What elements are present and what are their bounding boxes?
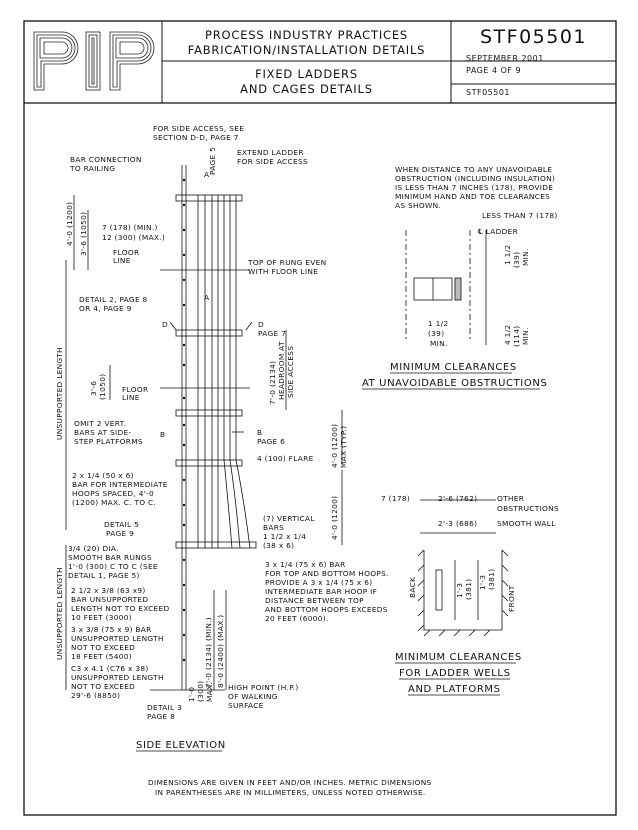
page7-label: PAGE 7 bbox=[258, 329, 287, 338]
detail3-label-2: PAGE 8 bbox=[147, 712, 176, 721]
smooth-wall-label: SMOOTH WALL bbox=[497, 519, 556, 528]
unsupported-a-4: 10 FEET (3000) bbox=[71, 613, 132, 622]
obstruction-caption-2: AT UNAVOIDABLE OBSTRUCTIONS bbox=[362, 378, 548, 389]
floor-line-label-b2: LINE bbox=[122, 393, 140, 402]
unsupported-a-3: LENGTH NOT TO EXCEED bbox=[71, 604, 170, 613]
bar-connection-label-2: TO RAILING bbox=[70, 164, 116, 173]
dim-4ft: 4'-0 (1200) bbox=[65, 201, 74, 246]
obstruction-labels bbox=[362, 165, 558, 389]
dim-300: (300) bbox=[196, 680, 205, 702]
hoop-bar-note-6: AND BOTTOM HOOPS EXCEEDS bbox=[265, 605, 388, 614]
side-elevation-title: SIDE ELEVATION bbox=[136, 740, 226, 751]
wells-dim-381: (381) bbox=[464, 578, 473, 600]
back-label: BACK bbox=[408, 576, 417, 598]
omit-bars-note: OMIT 2 VERT. bbox=[74, 419, 127, 428]
dim-max: MAX. bbox=[205, 681, 214, 702]
rungs-note-4: DETAIL 1, PAGE 5) bbox=[68, 571, 140, 580]
floor-line-label-2: LINE bbox=[113, 256, 131, 265]
high-point-label-3: SURFACE bbox=[228, 701, 264, 710]
headroom-label: HEADROOM AT bbox=[277, 341, 286, 400]
other-obstructions-label-2: OBSTRUCTIONS bbox=[497, 504, 559, 513]
obstruction-note-2: OBSTRUCTION (INCLUDING INSULATION) bbox=[395, 174, 556, 183]
unsupported-b-4: 18 FEET (5400) bbox=[71, 652, 132, 661]
hoop-bar-note-4: INTERMEDIATE BAR HOOP IF bbox=[265, 587, 378, 596]
side-access-note: FOR SIDE ACCESS, SEE bbox=[153, 124, 245, 133]
headroom-label-2: SIDE ACCESS bbox=[286, 345, 295, 398]
dim-max-12: 12 (300) (MAX.) bbox=[102, 233, 166, 242]
obs-dim-4half: 4 1/2 bbox=[503, 324, 512, 345]
obs-dim-114: (114) bbox=[512, 325, 521, 347]
flare-label: 4 (100) FLARE bbox=[257, 454, 314, 463]
footer-notes bbox=[148, 778, 432, 797]
obstruction-note-5: AS SHOWN. bbox=[395, 201, 442, 210]
hoop-bar-note-3: PROVIDE A 3 x 1/4 (75 x 6) bbox=[265, 578, 373, 587]
unsupported-b-3: NOT TO EXCEED bbox=[71, 643, 136, 652]
bar-connection-label: BAR CONNECTION bbox=[70, 155, 142, 164]
detail2-label: DETAIL 2, PAGE 8 bbox=[79, 295, 148, 304]
drawing-title bbox=[162, 67, 451, 97]
footer-note-2: IN PARENTHESES ARE IN MILLIMETERS, UNLESS NOTED OTHERWISE. bbox=[155, 788, 426, 797]
vertical-bars-note: (7) VERTICAL bbox=[263, 514, 315, 523]
unsupported-c: C3 x 4.1 (C76 x 38) bbox=[71, 664, 149, 673]
page5-vertical-label: PAGE 5 bbox=[208, 146, 217, 175]
section-a-top: A bbox=[204, 170, 210, 179]
dim-4ft-b: 4'-0 (1200) bbox=[330, 495, 339, 540]
drawing-title-line-1: FIXED LADDERS bbox=[255, 67, 358, 81]
top-rung-note-2: WITH FLOOR LINE bbox=[248, 267, 319, 276]
section-a-bottom: A bbox=[204, 293, 210, 302]
floor-line-label-b: FLOOR bbox=[122, 385, 149, 394]
side-access-note-2: SECTION D-D, PAGE 7 bbox=[153, 133, 239, 142]
rungs-note-2: SMOOTH BAR RUNGS bbox=[68, 553, 153, 562]
organization-line-1: PROCESS INDUSTRY PRACTICES bbox=[204, 28, 409, 42]
unsupported-b: 3 x 3/8 (75 x 9) BAR bbox=[71, 625, 152, 634]
hoop-bar-note-7: 20 FEET (6000). bbox=[265, 614, 329, 623]
dim-3ft6: 3'-6 (1050) bbox=[79, 211, 88, 256]
wells-labels bbox=[381, 494, 559, 695]
dim-8ft-max: 8'-0 (2400) (MAX.) bbox=[216, 614, 225, 688]
unsupported-a-2: BAR UNSUPPORTED bbox=[71, 595, 149, 604]
unsupported-c-2: UNSUPPORTED LENGTH bbox=[71, 673, 164, 682]
vertical-bars-note-4: (38 x 6) bbox=[263, 541, 295, 550]
obs-dim-1half-b: 1 1/2 bbox=[428, 319, 449, 328]
omit-bars-note-2: BARS AT SIDE- bbox=[74, 428, 132, 437]
wells-caption-2: FOR LADDER WELLS bbox=[399, 668, 511, 679]
floor-line-label: FLOOR bbox=[113, 248, 140, 257]
side-elevation-labels bbox=[55, 124, 389, 751]
obstruction-note-3: IS LESS THAN 7 INCHES (178), PROVIDE bbox=[395, 183, 554, 192]
dim-min-7: 7 (178) (MIN.) bbox=[102, 223, 158, 232]
high-point-label: HIGH POINT (H.P.) bbox=[228, 683, 299, 692]
extend-ladder-note-2: FOR SIDE ACCESS bbox=[237, 157, 308, 166]
footer-note: DIMENSIONS ARE GIVEN IN FEET AND/OR INCHES. METRIC DIMENSIONS bbox=[148, 778, 432, 787]
drawing-title-line-2: AND CAGES DETAILS bbox=[240, 82, 373, 96]
obstruction-caption: MINIMUM CLEARANCES bbox=[390, 362, 517, 373]
section-b-right: B bbox=[257, 428, 263, 437]
hoop-note: 2 x 1/4 (50 x 6) bbox=[72, 471, 134, 480]
detail3-label: DETAIL 3 bbox=[147, 703, 183, 712]
unsupported-length-upper: UNSUPPORTED LENGTH bbox=[55, 347, 64, 440]
wells-dim-7: 7 (178) bbox=[381, 494, 411, 503]
wells-dim-381-b: (381) bbox=[487, 568, 496, 590]
organization-line-2: FABRICATION/INSTALLATION DETAILS bbox=[187, 43, 426, 57]
obs-dim-min-c: MIN. bbox=[521, 327, 530, 345]
unsupported-b-2: UNSUPPORTED LENGTH bbox=[71, 634, 164, 643]
dim-1ft: 1'-0 bbox=[187, 686, 196, 702]
dim-7ft-min: 7'-0 (2134) (MIN.) bbox=[204, 617, 213, 688]
wells-dim-1-3: 1'-3 bbox=[455, 582, 464, 598]
less-than-label: LESS THAN 7 (178) bbox=[482, 211, 558, 220]
wells-caption: MINIMUM CLEARANCES bbox=[395, 652, 522, 663]
wells-caption-3: AND PLATFORMS bbox=[408, 684, 501, 695]
obs-dim-1half: 1 1/2 bbox=[503, 244, 512, 265]
obs-dim-39-b: (39) bbox=[428, 329, 445, 338]
standard-number: STF05501 bbox=[479, 26, 588, 48]
revision-date: SEPTEMBER 2001 bbox=[466, 54, 544, 63]
obstruction-note-4: MINIMUM HAND AND TOE CLEARANCES bbox=[395, 192, 551, 201]
high-point-label-2: OF WALKING bbox=[228, 692, 278, 701]
section-b-left: B bbox=[160, 430, 166, 439]
dim-4ft-typ: 4'-0 (1200) bbox=[330, 423, 339, 468]
obs-dim-39: (39) bbox=[512, 251, 521, 268]
standard-number-small: STF05501 bbox=[466, 88, 511, 97]
dim-1050-b: (1050) bbox=[98, 373, 107, 400]
headroom-dim: 7'-0 (2134) bbox=[268, 360, 277, 405]
organization-title bbox=[162, 28, 451, 58]
obs-dim-min: MIN. bbox=[521, 248, 530, 266]
unsupported-length-lower: UNSUPPORTED LENGTH bbox=[55, 567, 64, 660]
pip-logo bbox=[34, 32, 154, 90]
hoop-bar-note-2: FOR TOP AND BOTTOM HOOPS. bbox=[265, 569, 389, 578]
unsupported-a: 2 1/2 x 3/8 (63 x9) bbox=[71, 586, 146, 595]
detail5-label-2: PAGE 9 bbox=[106, 529, 135, 538]
detail5-label: DETAIL 5 bbox=[104, 520, 140, 529]
section-d-right: D bbox=[258, 320, 264, 329]
hoop-note-2: BAR FOR INTERMEDIATE bbox=[72, 480, 168, 489]
front-label: FRONT bbox=[507, 585, 516, 612]
wells-dim-2ft6: 2'-6 (762) bbox=[438, 494, 478, 503]
other-obstructions-label: OTHER bbox=[497, 494, 525, 503]
hoop-bar-note: 3 x 1/4 (75 x 6) BAR bbox=[265, 560, 346, 569]
dim-3ft6-b: 3'-6 bbox=[89, 380, 98, 396]
extend-ladder-note: EXTEND LADDER bbox=[237, 148, 304, 157]
obstruction-note: WHEN DISTANCE TO ANY UNAVOIDABLE bbox=[395, 165, 553, 174]
unsupported-c-4: 29'-6 (8850) bbox=[71, 691, 121, 700]
rungs-note-3: 1'-0 (300) C TO C (SEE bbox=[68, 562, 158, 571]
detail2-label-2: OR 4, PAGE 9 bbox=[79, 304, 132, 313]
wells-dim-2ft3: 2'-3 (686) bbox=[438, 519, 478, 528]
hoop-note-3: HOOPS SPACED, 4'-0 bbox=[72, 489, 155, 498]
unsupported-c-3: NOT TO EXCEED bbox=[71, 682, 136, 691]
rungs-note: 3/4 (20) DIA. bbox=[68, 544, 119, 553]
page-number: PAGE 4 OF 9 bbox=[466, 66, 522, 75]
ladder-centerline-label: ℄ LADDER bbox=[478, 227, 519, 236]
dim-max-typ: MAX (TYP.) bbox=[339, 425, 348, 468]
section-d-left: D bbox=[162, 320, 168, 329]
hoop-note-4: (1200) MAX. C. TO C. bbox=[72, 498, 157, 507]
vertical-bars-note-2: BARS bbox=[263, 523, 285, 532]
obs-dim-min-b: MIN. bbox=[430, 339, 448, 348]
wells-dim-1-3-b: 1'-3 bbox=[478, 574, 487, 590]
page6-label: PAGE 6 bbox=[257, 437, 286, 446]
omit-bars-note-3: STEP PLATFORMS bbox=[74, 437, 143, 446]
hoop-bar-note-5: DISTANCE BETWEEN TOP bbox=[265, 596, 364, 605]
vertical-bars-note-3: 1 1/2 x 1/4 bbox=[263, 532, 307, 541]
top-rung-note: TOP OF RUNG EVEN bbox=[248, 258, 327, 267]
